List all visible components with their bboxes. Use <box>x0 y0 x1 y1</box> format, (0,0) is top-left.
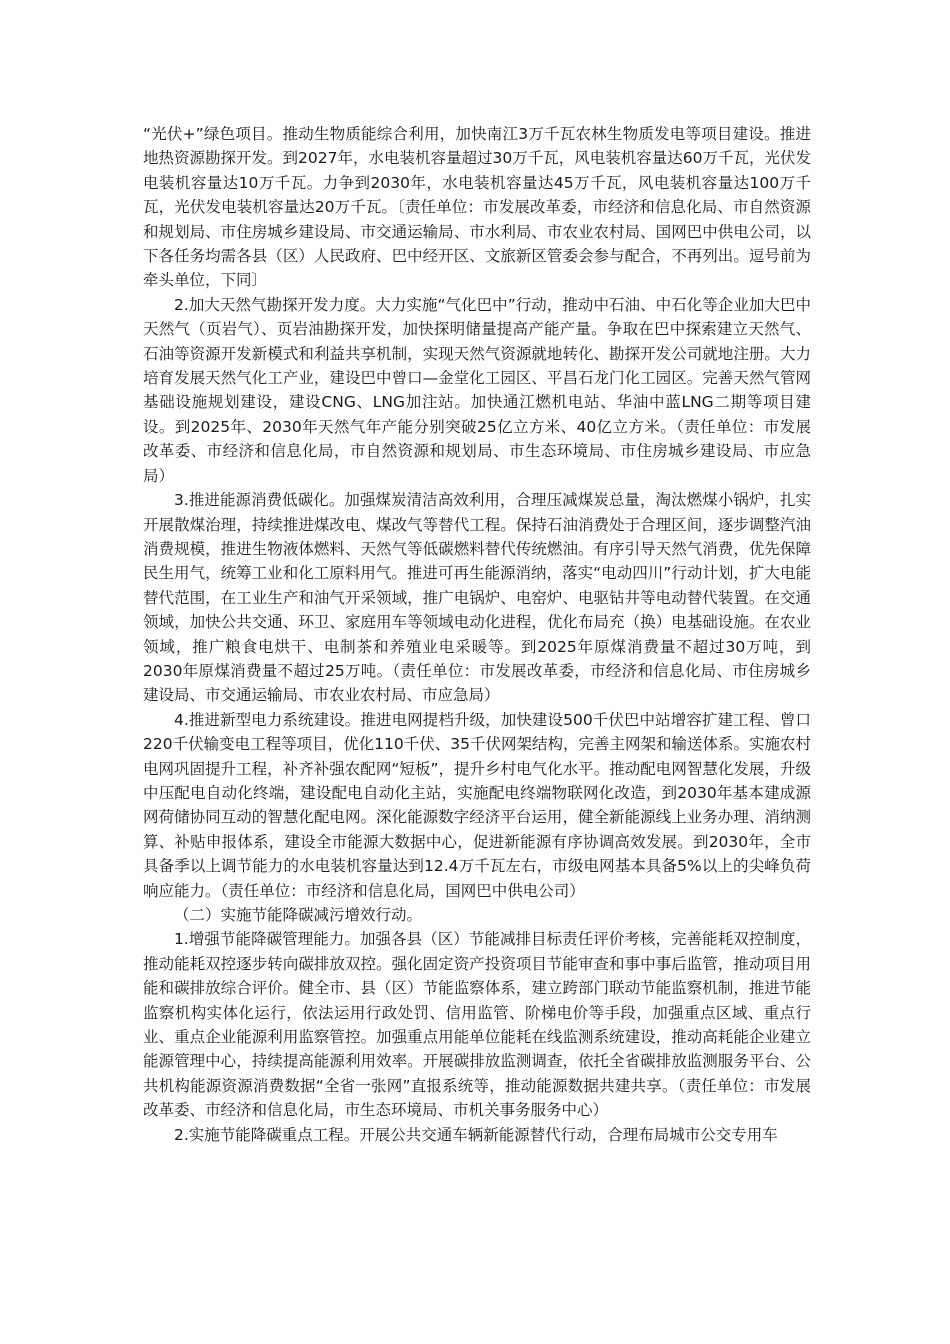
document-page <box>143 122 811 1147</box>
paragraph-key-projects: 2.实施节能降碳重点工程。开展公共交通车辆新能源替代行动，合理布局城市公交专用车 <box>174 1125 778 1144</box>
paragraph-low-carbon-consumption: 3.推进能源消费低碳化。加强煤炭清洁高效利用，合理压减煤炭总量，淘汰燃煤小锅炉，扎实开展散煤治理，持续推进煤改电、煤改气等替代工程。保持石油消费处于合理区间，逐步调整汽油消费规模，推进生物液体燃料、天然气等低碳燃料替代传统燃油。有序引导天然气消费，优先保障民生用气，统筹工业和化工原料用气。推进可再生能源消纳，落实“电动四川”行动计划，扩大电能替代范围，在工业生产和油气开采领域，推广电锅炉、电窑炉、电驱钻井等电动替代装置。在交通领域，加快公共交通、环卫、家庭用车等领域电动化进程，优化布局充（换）电基础设施。在农业领域，推广粮食电烘干、电制茶和养殖业电采暖等。到2025年原煤消费量不超过30万吨，到2030年原煤消费量不超过25万吨。（责任单位：市发展改革委，市经济和信息化局、市住房城乡建设局、市交通运输局、市农业农村局、市应急局） <box>143 491 811 705</box>
paragraph-new-power-system: 4.推进新型电力系统建设。推进电网提档升级，加快建设500千伏巴中站增容扩建工程、曾口220千伏输变电工程等项目，优化110千伏、35千伏网架结构，完善主网架和输送体系。实施农村电网巩固提升工程，补齐补强农配网“短板”，提升乡村电气化水平。推动配电网智慧化发展，升级中压配电自动化终端，建设配电自动化主站，实施配电终端物联网化改造，到2030年基本建成源网荷储协同互动的智慧化配电网。深化能源数字经济平台运用，健全新能源线上业务办理、消纳测算、补贴申报体系，建设全市能源大数据中心，促进新能源有序协调高效发展。到2030年，全市具备季以上调节能力的水电装机容量达到12.4万千瓦左右，市级电网基本具备5%以上的尖峰负荷响应能力。（责任单位：市经济和信息化局，国网巴中供电公司） <box>143 710 811 900</box>
paragraph-energy-management: 1.增强节能降碳管理能力。加强各县（区）节能减排目标责任评价考核，完善能耗双控制度，推动能耗双控逐步转向碳排放双控。强化固定资产投资项目节能审查和事中事后监管，推动项目用能和碳排放综合评价。健全市、县（区）节能监察体系，建立跨部门联动节能监察机制，推进节能监察机构实体化运行，依法运用行政处罚、信用监管、阶梯电价等手段，加强重点区域、重点行业、重点企业能源利用监察管控。加强重点用能单位能耗在线监测系统建设，推动高耗能企业建立能源管理中心，持续提高能源利用效率。开展碳排放监测调查，依托全省碳排放监测服务平台、公共机构能源资源消费数据“全省一张网”直报系统等，推动能源数据共建共享。（责任单位：市发展改革委、市经济和信息化局，市生态环境局、市机关事务服务中心） <box>143 930 811 1120</box>
paragraph-renewable-energy-continued: “光伏+”绿色项目。推动生物质能综合利用，加快南江3万千瓦农林生物质发电等项目建设。推进地热资源勘探开发。到2027年，水电装机容量超过30万千瓦，风电装机容量达60万千瓦，光伏发电装机容量达10万千瓦。力争到2030年，水电装机容量达45万千瓦，风电装机容量达100万千瓦，光伏发电装机容量达20万千瓦。〔责任单位：市发展改革委，市经济和信息化局、市自然资源和规划局、市住房城乡建设局、市交通运输局、市水利局、市农业农村局、国网巴中供电公司，以下各任务均需各县（区）人民政府、巴中经开区、文旅新区管委会参与配合，不再列出。逗号前为牵头单位，下同〕 <box>143 125 811 290</box>
section-heading-energy-saving: （二）实施节能降碳减污增效行动。 <box>174 906 423 924</box>
paragraph-natural-gas: 2.加大天然气勘探开发力度。大力实施“气化巴中”行动，推动中石油、中石化等企业加大巴中天然气（页岩气）、页岩油勘探开发，加快探明储量提高产能产量。争取在巴中探索建立天然气、石油等资源开发新模式和利益共享机制，实现天然气资源就地转化、勘探开发公司就地注册。大力培育发展天然气化工产业，建设巴中曾口—金堂化工园区、平昌石龙门化工园区。完善天然气管网基础设施规划建设，建设CNG、LNG加注站。加快通江燃机电站、华油中蓝LNG二期等项目建设。到2025年、2030年天然气年产能分别突破25亿立方米、40亿立方米。（责任单位：市发展改革委、市经济和信息化局，市自然资源和规划局、市生态环境局、市住房城乡建设局、市应急局） <box>143 295 811 485</box>
